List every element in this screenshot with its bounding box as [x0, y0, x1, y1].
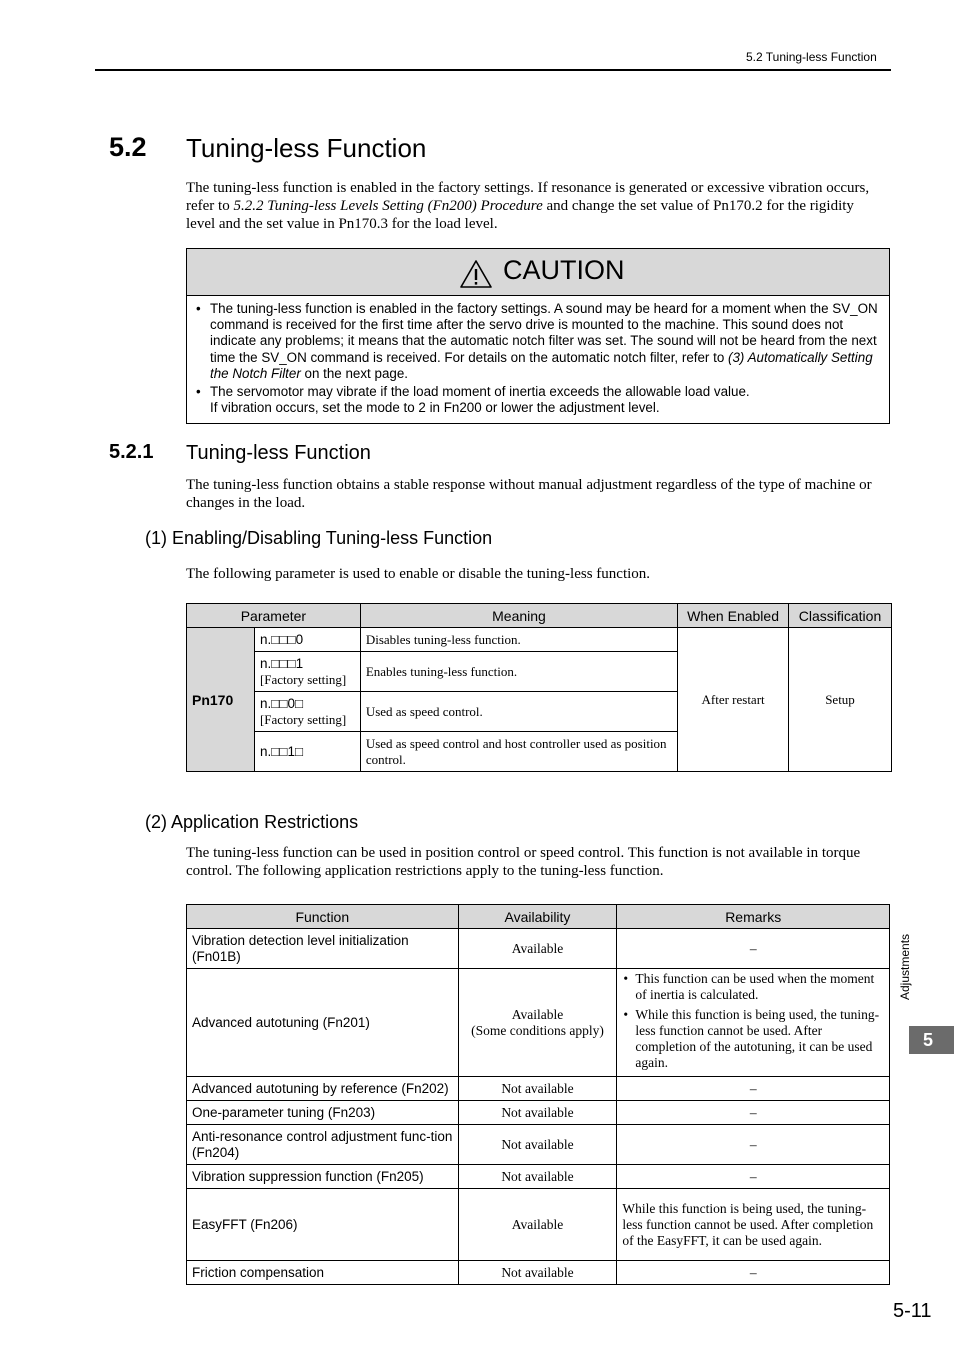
- caution-item: • The servomotor may vibrate if the load moment of inertia exceeds the allowable load value. If vibration occurs, set the mode to 2 in Fn200 or lower the adjustment level.: [195, 384, 883, 416]
- section-title: Tuning-less Function: [186, 133, 427, 163]
- header-when-enabled: When Enabled: [678, 604, 789, 628]
- header-parameter: Parameter: [187, 604, 361, 628]
- table-row: [187, 1125, 890, 1165]
- header-meaning: Meaning: [360, 604, 677, 628]
- parameter-name: Pn170: [187, 628, 255, 772]
- function-cell: Advanced autotuning by reference (Fn202): [187, 1077, 459, 1101]
- function-cell: One-parameter tuning (Fn203): [187, 1101, 459, 1125]
- header-availability: Availability: [458, 905, 617, 929]
- parameter-code: n.□□0□ [Factory setting]: [254, 692, 360, 732]
- notch-filter-reference-link[interactable]: (3) Automatically Setting the Notch Filter: [210, 349, 873, 381]
- table-row: [187, 1165, 890, 1189]
- table-row: [187, 1189, 890, 1261]
- availability-cell: Not available: [458, 1125, 617, 1165]
- availability-cell: Available: [458, 1189, 617, 1261]
- header-function: Function: [187, 905, 459, 929]
- function-cell: Advanced autotuning (Fn201): [187, 969, 459, 1077]
- remarks-cell: –: [617, 1125, 890, 1165]
- part1-text: The following parameter is used to enable or disable the tuning-less function.: [186, 566, 651, 582]
- table-row: [187, 1077, 890, 1101]
- chapter-side-label: Adjustments: [898, 933, 912, 1000]
- remark-item: • This function can be used when the moment of inertia is calculated.: [622, 971, 884, 1003]
- function-cell: Anti-resonance control adjustment func-tion (Fn204): [187, 1125, 459, 1165]
- header-classification: Classification: [789, 604, 892, 628]
- subsection-intro: The tuning-less function obtains a stable response without manual adjustment regardless of the type of machine or changes in the load.: [186, 477, 872, 511]
- parameter-meaning: Enables tuning-less function.: [360, 652, 677, 692]
- function-cell: Friction compensation: [187, 1261, 459, 1285]
- header-remarks: Remarks: [617, 905, 890, 929]
- header-rule: [95, 69, 891, 71]
- remarks-cell: –: [617, 1101, 890, 1125]
- parameter-code: n.□□1□: [254, 732, 360, 772]
- table-row: [187, 969, 890, 1077]
- page-number: 5-11: [893, 1300, 932, 1322]
- remarks-cell: –: [617, 1165, 890, 1189]
- parameter-meaning: Used as speed control and host controller used as position control.: [360, 732, 677, 772]
- chapter-tab[interactable]: 5: [909, 1026, 954, 1054]
- running-header: 5.2 Tuning-less Function: [746, 50, 877, 64]
- remarks-cell: –: [617, 1077, 890, 1101]
- availability-cell: Not available: [458, 1101, 617, 1125]
- parameter-table: [186, 603, 892, 772]
- function-cell: Vibration detection level initialization (Fn01B): [187, 929, 459, 969]
- table-row: [187, 1101, 890, 1125]
- remarks-cell: [617, 969, 890, 1077]
- remarks-cell: –: [617, 1261, 890, 1285]
- availability-cell: Available (Some conditions apply): [458, 969, 617, 1077]
- parameter-meaning: Used as speed control.: [360, 692, 677, 732]
- intro-reference-link[interactable]: 5.2.2 Tuning-less Levels Setting (Fn200) Procedure: [233, 198, 543, 214]
- remark-item: • While this function is being used, the tuning-less function cannot be used. After completion of the autotuning, it can be used again.: [622, 1007, 884, 1071]
- caution-box: [186, 248, 890, 424]
- table-row: [187, 1261, 890, 1285]
- intro-paragraph: The tuning-less function is enabled in the factory settings. If resonance is generated or excessive vibration occurs, refer to 5.2.2 Tuning-less Levels Setting (Fn200) Procedure and change the set value of Pn170.2 for the rigidity level and the set value in Pn170.3 for the load level.: [186, 180, 870, 232]
- caution-list: [195, 301, 883, 418]
- function-cell: Vibration suppression function (Fn205): [187, 1165, 459, 1189]
- part1-heading: (1) Enabling/Disabling Tuning-less Function: [145, 528, 493, 548]
- restrictions-table: [186, 904, 890, 1285]
- remarks-cell: While this function is being used, the tuning-less function cannot be used. After completion of the EasyFFT, it can be used again.: [617, 1189, 890, 1261]
- function-cell: EasyFFT (Fn206): [187, 1189, 459, 1261]
- factory-setting-note: [Factory setting]: [259, 711, 347, 727]
- classification-value: Setup: [789, 628, 892, 772]
- table-row: [187, 628, 892, 652]
- availability-cell: Not available: [458, 1165, 617, 1189]
- parameter-code: n.□□□1 [Factory setting]: [254, 652, 360, 692]
- availability-cell: Not available: [458, 1077, 617, 1101]
- availability-cell: Not available: [458, 1261, 617, 1285]
- parameter-code: n.□□□0: [254, 628, 360, 652]
- subsection-number: 5.2.1: [109, 441, 154, 463]
- caution-title: CAUTION: [503, 255, 625, 285]
- factory-setting-note: [Factory setting]: [259, 671, 347, 687]
- parameter-meaning: Disables tuning-less function.: [360, 628, 677, 652]
- subsection-title: Tuning-less Function: [186, 442, 371, 464]
- table-row: [187, 929, 890, 969]
- caution-header: [187, 249, 889, 296]
- warning-triangle-icon: [459, 259, 493, 289]
- part2-heading: (2) Application Restrictions: [145, 812, 359, 832]
- section-number: 5.2: [109, 132, 147, 162]
- when-enabled-value: After restart: [678, 628, 789, 772]
- availability-cell: Available: [458, 929, 617, 969]
- caution-item: • The tuning-less function is enabled in the factory settings. A sound may be heard for a moment when the SV_ON command is received for the first time after the servo drive is mounted to the machine. This sound does not indicate any problems; it means that the automatic notch filter was set. The sound will not be heard from the next time the SV_ON command is received. For details on the automatic notch filter, refer to (3) Automatically Setting the Notch Filter on the next page.: [195, 301, 883, 382]
- remarks-cell: –: [617, 929, 890, 969]
- part2-text: The tuning-less function can be used in position control or speed control. This function is not available in torque control. The following application restrictions apply to the tuning-less function.: [186, 845, 861, 879]
